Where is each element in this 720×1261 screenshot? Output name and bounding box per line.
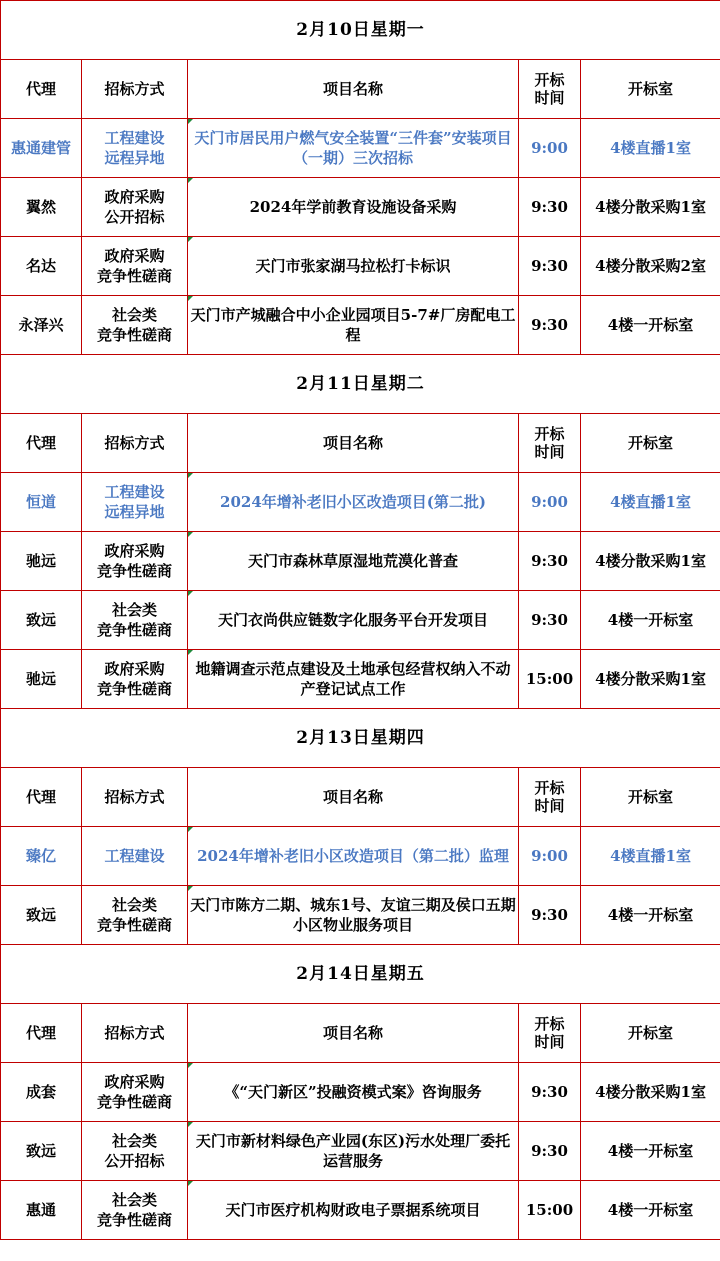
table-row — [1, 1122, 720, 1181]
method-cell — [82, 1181, 188, 1240]
room-cell — [581, 237, 720, 296]
agent-text: 名达 — [25, 257, 56, 275]
table-row — [1, 473, 720, 532]
project-name-cell — [188, 591, 519, 650]
time-text: 9:30 — [531, 257, 568, 275]
room-cell — [581, 473, 720, 532]
project-name-cell — [188, 827, 519, 886]
method-cell — [82, 532, 188, 591]
day-title-row — [1, 945, 720, 1004]
comment-marker-icon — [188, 1181, 193, 1186]
header-project: 项目名称 — [188, 1004, 519, 1063]
method-cell — [82, 473, 188, 532]
room-cell — [581, 178, 720, 237]
method-cell — [82, 237, 188, 296]
project-text: 天门市产城融合中小企业园项目5-7#厂房配电工程 — [190, 306, 516, 344]
time-cell — [519, 1122, 581, 1181]
time-cell — [519, 1181, 581, 1240]
header-room: 开标室 — [581, 414, 720, 473]
project-text: 地籍调查示范点建设及土地承包经营权纳入不动产登记试点工作 — [195, 660, 511, 698]
room-cell — [581, 1063, 720, 1122]
method-cell — [82, 178, 188, 237]
room-cell — [581, 650, 720, 709]
project-name-cell — [188, 119, 519, 178]
method-line2-text: 竞争性磋商 — [96, 562, 172, 580]
table-row — [1, 532, 720, 591]
table-row — [1, 886, 720, 945]
room-text: 4楼直播1室 — [610, 493, 691, 511]
time-text: 9:00 — [531, 493, 568, 511]
day-title: 2月11日星期二 — [1, 355, 720, 414]
day-title: 2月10日星期一 — [1, 1, 720, 60]
room-text: 4楼一开标室 — [607, 611, 694, 629]
method-line1-text: 社会类 — [111, 896, 157, 914]
method-line2-text: 远程异地 — [104, 149, 165, 167]
method-line2-text: 竞争性磋商 — [96, 1093, 172, 1111]
agent-cell — [1, 1063, 82, 1122]
header-method: 招标方式 — [82, 768, 188, 827]
project-name-cell — [188, 886, 519, 945]
header-time: 开标 时间 — [519, 1004, 581, 1063]
day-title-row — [1, 709, 720, 768]
comment-marker-icon — [188, 1122, 193, 1127]
time-text: 15:00 — [525, 1201, 574, 1219]
day-title-row — [1, 1, 720, 60]
agent-cell — [1, 178, 82, 237]
room-cell — [581, 827, 720, 886]
comment-marker-icon — [188, 1063, 193, 1068]
agent-text: 恒道 — [25, 493, 56, 511]
agent-text: 致远 — [25, 611, 56, 629]
time-text: 9:30 — [531, 198, 568, 216]
method-cell — [82, 886, 188, 945]
project-text: 天门衣尚供应链数字化服务平台开发项目 — [217, 611, 488, 629]
header-agent: 代理 — [1, 60, 82, 119]
agent-text: 翼然 — [25, 198, 56, 216]
time-cell — [519, 473, 581, 532]
project-text: 2024年学前教育设施设备采购 — [249, 198, 457, 216]
comment-marker-icon — [188, 827, 193, 832]
project-text: 天门市森林草原湿地荒漠化普查 — [247, 552, 458, 570]
project-name-cell — [188, 650, 519, 709]
room-text: 4楼一开标室 — [607, 316, 694, 334]
time-cell — [519, 591, 581, 650]
method-cell — [82, 119, 188, 178]
agent-text: 臻亿 — [25, 847, 56, 865]
method-cell — [82, 1063, 188, 1122]
agent-cell — [1, 827, 82, 886]
agent-cell — [1, 296, 82, 355]
schedule-body — [1, 1, 720, 1240]
room-cell — [581, 1122, 720, 1181]
method-line2-text: 竞争性磋商 — [96, 916, 172, 934]
comment-marker-icon — [188, 178, 193, 183]
project-name-cell — [188, 1063, 519, 1122]
method-cell — [82, 827, 188, 886]
method-cell — [82, 296, 188, 355]
time-text: 15:00 — [525, 670, 574, 688]
header-time: 开标 时间 — [519, 768, 581, 827]
day-title: 2月14日星期五 — [1, 945, 720, 1004]
method-line1-text: 社会类 — [111, 306, 157, 324]
column-header-row — [1, 1004, 720, 1063]
agent-cell — [1, 1122, 82, 1181]
header-agent: 代理 — [1, 414, 82, 473]
room-text: 4楼一开标室 — [607, 1142, 694, 1160]
project-text: 2024年增补老旧小区改造项目（第二批）监理 — [197, 847, 509, 865]
project-name-cell — [188, 532, 519, 591]
method-line1-text: 社会类 — [111, 601, 157, 619]
room-cell — [581, 591, 720, 650]
project-text: 《“天门新区”投融资模式案》咨询服务 — [224, 1083, 482, 1101]
time-text: 9:00 — [531, 847, 568, 865]
time-text: 9:30 — [531, 1142, 568, 1160]
header-method: 招标方式 — [82, 60, 188, 119]
comment-marker-icon — [188, 119, 193, 124]
agent-text: 致远 — [25, 906, 56, 924]
header-agent: 代理 — [1, 1004, 82, 1063]
header-agent: 代理 — [1, 768, 82, 827]
room-cell — [581, 886, 720, 945]
column-header-row — [1, 414, 720, 473]
project-text: 天门市新材料绿色产业园(东区)污水处理厂委托运营服务 — [195, 1132, 511, 1170]
time-text: 9:30 — [531, 906, 568, 924]
time-cell — [519, 119, 581, 178]
room-text: 4楼分散采购1室 — [595, 670, 706, 688]
header-method: 招标方式 — [82, 1004, 188, 1063]
project-text: 天门市居民用户燃气安全装置“三件套”安装项目（一期）三次招标 — [194, 129, 512, 167]
time-text: 9:30 — [531, 552, 568, 570]
comment-marker-icon — [188, 237, 193, 242]
method-cell — [82, 591, 188, 650]
table-row — [1, 178, 720, 237]
column-header-row — [1, 60, 720, 119]
header-project: 项目名称 — [188, 768, 519, 827]
method-line1-text: 社会类 — [111, 1132, 157, 1150]
method-line1-text: 工程建设 — [104, 847, 165, 865]
comment-marker-icon — [188, 296, 193, 301]
column-header-row — [1, 768, 720, 827]
agent-cell — [1, 886, 82, 945]
method-line1-text: 社会类 — [111, 1191, 157, 1209]
time-cell — [519, 178, 581, 237]
table-row — [1, 237, 720, 296]
time-cell — [519, 650, 581, 709]
method-line2-text: 竞争性磋商 — [96, 267, 172, 285]
comment-marker-icon — [188, 650, 193, 655]
time-cell — [519, 237, 581, 296]
method-line2-text: 公开招标 — [104, 208, 165, 226]
method-line1-text: 政府采购 — [104, 188, 165, 206]
project-name-cell — [188, 296, 519, 355]
agent-text: 惠通 — [25, 1201, 56, 1219]
room-text: 4楼直播1室 — [610, 847, 691, 865]
project-text: 天门市医疗机构财政电子票据系统项目 — [225, 1201, 481, 1219]
agent-cell — [1, 532, 82, 591]
time-text: 9:30 — [531, 1083, 568, 1101]
project-name-cell — [188, 237, 519, 296]
agent-text: 致远 — [25, 1142, 56, 1160]
header-time: 开标 时间 — [519, 60, 581, 119]
table-row — [1, 1181, 720, 1240]
agent-text: 驰远 — [25, 670, 56, 688]
day-title: 2月13日星期四 — [1, 709, 720, 768]
room-text: 4楼一开标室 — [607, 906, 694, 924]
table-row — [1, 650, 720, 709]
table-row — [1, 591, 720, 650]
method-line1-text: 政府采购 — [104, 660, 165, 678]
method-line1-text: 工程建设 — [104, 129, 165, 147]
table-row — [1, 827, 720, 886]
project-text: 天门市陈方二期、城东1号、友谊三期及侯口五期小区物业服务项目 — [190, 896, 516, 934]
method-line1-text: 政府采购 — [104, 1073, 165, 1091]
agent-cell — [1, 237, 82, 296]
header-method: 招标方式 — [82, 414, 188, 473]
header-time: 开标 时间 — [519, 414, 581, 473]
time-text: 9:00 — [531, 139, 568, 157]
room-text: 4楼一开标室 — [607, 1201, 694, 1219]
project-name-cell — [188, 473, 519, 532]
room-text: 4楼分散采购1室 — [595, 552, 706, 570]
room-text: 4楼直播1室 — [610, 139, 691, 157]
agent-cell — [1, 650, 82, 709]
header-room: 开标室 — [581, 768, 720, 827]
header-project: 项目名称 — [188, 60, 519, 119]
room-cell — [581, 119, 720, 178]
project-text: 2024年增补老旧小区改造项目(第二批) — [220, 493, 486, 511]
agent-text: 永泽兴 — [18, 316, 64, 334]
table-row — [1, 296, 720, 355]
comment-marker-icon — [188, 886, 193, 891]
method-line1-text: 工程建设 — [104, 483, 165, 501]
header-room: 开标室 — [581, 1004, 720, 1063]
project-text: 天门市张家湖马拉松打卡标识 — [255, 257, 451, 275]
comment-marker-icon — [188, 591, 193, 596]
time-cell — [519, 532, 581, 591]
agent-text: 成套 — [25, 1083, 56, 1101]
method-line1-text: 政府采购 — [104, 247, 165, 265]
room-cell — [581, 296, 720, 355]
time-text: 9:30 — [531, 611, 568, 629]
agent-cell — [1, 1181, 82, 1240]
header-project: 项目名称 — [188, 414, 519, 473]
agent-text: 驰远 — [25, 552, 56, 570]
method-line2-text: 远程异地 — [104, 503, 165, 521]
comment-marker-icon — [188, 473, 193, 478]
method-line1-text: 政府采购 — [104, 542, 165, 560]
method-line2-text: 竞争性磋商 — [96, 1211, 172, 1229]
agent-cell — [1, 591, 82, 650]
room-text: 4楼分散采购1室 — [595, 1083, 706, 1101]
method-line2-text: 竞争性磋商 — [96, 680, 172, 698]
day-title-row — [1, 355, 720, 414]
time-cell — [519, 296, 581, 355]
table-row — [1, 1063, 720, 1122]
time-cell — [519, 886, 581, 945]
method-line2-text: 竞争性磋商 — [96, 621, 172, 639]
project-name-cell — [188, 1181, 519, 1240]
room-cell — [581, 1181, 720, 1240]
agent-cell — [1, 473, 82, 532]
time-cell — [519, 827, 581, 886]
agent-cell — [1, 119, 82, 178]
room-text: 4楼分散采购2室 — [595, 257, 706, 275]
header-room: 开标室 — [581, 60, 720, 119]
comment-marker-icon — [188, 532, 193, 537]
room-text: 4楼分散采购1室 — [595, 198, 706, 216]
project-name-cell — [188, 178, 519, 237]
method-cell — [82, 650, 188, 709]
method-line2-text: 竞争性磋商 — [96, 326, 172, 344]
method-cell — [82, 1122, 188, 1181]
table-row — [1, 119, 720, 178]
project-name-cell — [188, 1122, 519, 1181]
method-line2-text: 公开招标 — [104, 1152, 165, 1170]
time-cell — [519, 1063, 581, 1122]
time-text: 9:30 — [531, 316, 568, 334]
agent-text: 惠通建管 — [10, 139, 71, 157]
room-cell — [581, 532, 720, 591]
